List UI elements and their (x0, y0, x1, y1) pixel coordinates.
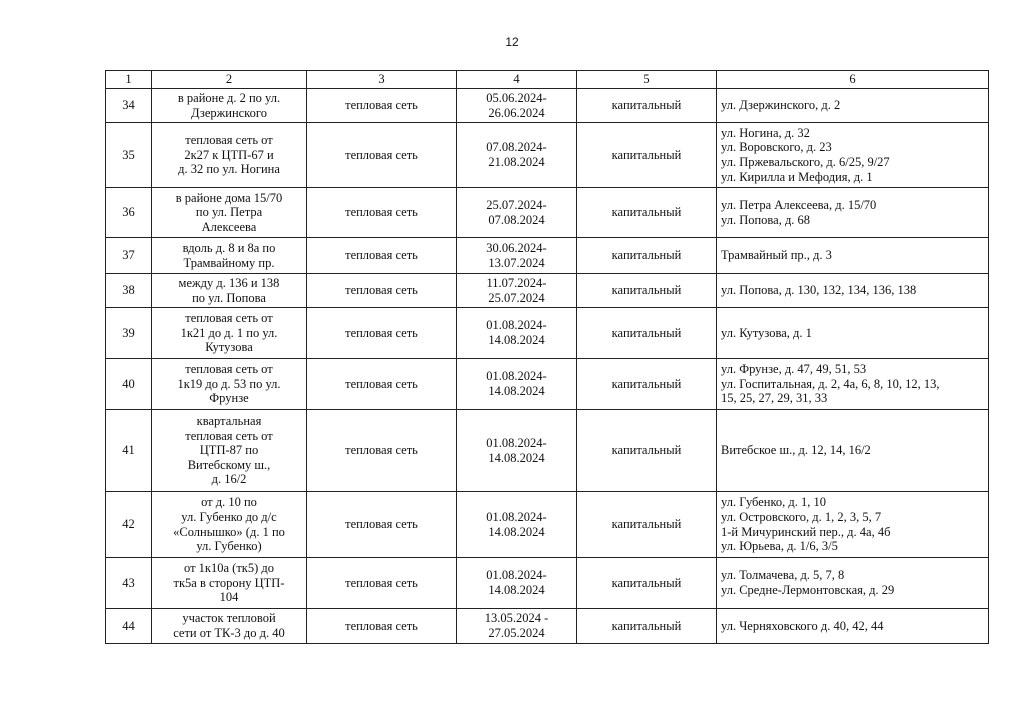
cell-line: 15, 25, 27, 29, 31, 33 (721, 391, 828, 406)
cell-line: 1к19 до д. 53 по ул. (177, 376, 281, 391)
object-cell: тепловая сеть (307, 89, 457, 123)
column-header: 1 (106, 71, 152, 89)
row-number-cell: 44 (106, 609, 152, 644)
cell-line: Трамвайному пр. (183, 255, 275, 270)
table-row (106, 188, 989, 238)
cell-line: ул. Фрунзе, д. 47, 49, 51, 53 (721, 362, 867, 377)
cell-line: Витебское ш., д. 12, 14, 16/2 (721, 443, 871, 458)
cell-line: 21.08.2024 (488, 155, 545, 169)
location-cell (152, 89, 307, 123)
cell-line: в районе дома 15/70 (175, 190, 283, 205)
table-row (106, 123, 989, 188)
object-cell: тепловая сеть (307, 238, 457, 274)
cell-line: 01.08.2024- (486, 369, 547, 384)
repair-type-cell: капитальный (577, 308, 717, 359)
dates-cell (457, 359, 577, 410)
repair-schedule-table (105, 70, 989, 644)
table-row (106, 238, 989, 274)
cell-line: от д. 10 по (201, 495, 257, 510)
row-number-cell: 35 (106, 123, 152, 188)
row-number-cell: 36 (106, 188, 152, 238)
addresses-cell (717, 123, 989, 188)
repair-type-cell: капитальный (577, 274, 717, 308)
table-row (106, 609, 989, 644)
repair-type-cell: капитальный (577, 359, 717, 410)
cell-line: д. 16/2 (211, 472, 247, 487)
object-cell: тепловая сеть (307, 123, 457, 188)
row-number-cell: 37 (106, 238, 152, 274)
cell-line: ул. Петра Алексеева, д. 15/70 (721, 197, 877, 212)
cell-line: квартальная (196, 414, 262, 429)
row-number-cell: 41 (106, 410, 152, 492)
location-cell (152, 359, 307, 410)
location-cell (152, 410, 307, 492)
cell-line: тепловая сеть от (185, 362, 273, 377)
location-cell (152, 238, 307, 274)
cell-line: 2к27 к ЦТП-67 и (184, 147, 274, 162)
cell-line: ЦТП-87 по (199, 443, 259, 458)
row-number-cell: 39 (106, 308, 152, 359)
cell-line: ул. Воровского, д. 23 (721, 140, 832, 155)
addresses-cell (717, 410, 989, 492)
cell-line: ул. Губенко до д/с (181, 509, 277, 524)
cell-line: «Солнышко» (д. 1 по (173, 524, 285, 539)
cell-line: ул. Черняховского д. 40, 42, 44 (721, 618, 884, 633)
dates-cell (457, 609, 577, 644)
addresses-cell (717, 238, 989, 274)
object-cell: тепловая сеть (307, 274, 457, 308)
column-header: 5 (577, 71, 717, 89)
cell-line: 07.08.2024- (486, 140, 547, 155)
cell-line: тепловая сеть от (185, 311, 273, 326)
cell-line: ул. Попова, д. 68 (721, 212, 811, 227)
cell-line: сети от ТК-3 до д. 40 (173, 626, 285, 640)
cell-line: 26.06.2024 (488, 105, 545, 120)
object-cell: тепловая сеть (307, 359, 457, 410)
cell-line: ул. Кутузова, д. 1 (721, 325, 812, 340)
cell-line: ул. Госпитальная, д. 2, 4а, 6, 8, 10, 12, 13, (721, 376, 940, 391)
cell-line: 27.05.2024 (488, 626, 545, 640)
cell-line: 13.05.2024 - (484, 611, 549, 626)
cell-line: участок тепловой (182, 611, 276, 626)
cell-line: Витебскому ш., (187, 457, 271, 472)
addresses-cell (717, 558, 989, 609)
cell-line: тепловая сеть от (185, 133, 273, 148)
location-cell (152, 123, 307, 188)
repair-type-cell: капитальный (577, 89, 717, 123)
cell-line: 25.07.2024 (488, 290, 545, 305)
cell-line: 14.08.2024 (488, 384, 545, 398)
cell-line: Алексеева (201, 219, 257, 234)
cell-line: Дзержинского (191, 105, 267, 120)
table-row (106, 410, 989, 492)
cell-line: в районе д. 2 по ул. (177, 90, 281, 105)
cell-line: 01.08.2024- (486, 435, 547, 450)
cell-line: 13.07.2024 (488, 255, 545, 270)
cell-line: тепловая сеть от (185, 428, 273, 443)
table-body (106, 89, 989, 644)
row-number-cell: 42 (106, 492, 152, 558)
cell-line: вдоль д. 8 и 8а по (182, 240, 276, 255)
table-row (106, 492, 989, 558)
cell-line: ул. Попова, д. 130, 132, 134, 136, 138 (721, 283, 917, 298)
repair-type-cell: капитальный (577, 558, 717, 609)
cell-line: Кутузова (205, 340, 253, 355)
addresses-cell (717, 492, 989, 558)
table-row (106, 308, 989, 359)
cell-line: ул. Пржевальского, д. 6/25, 9/27 (721, 155, 890, 169)
repair-type-cell: капитальный (577, 123, 717, 188)
dates-cell (457, 492, 577, 558)
repair-type-cell: капитальный (577, 492, 717, 558)
cell-line: ул. Губенко) (196, 539, 262, 554)
dates-cell (457, 123, 577, 188)
dates-cell (457, 410, 577, 492)
cell-line: 14.08.2024 (488, 583, 545, 597)
dates-cell (457, 274, 577, 308)
object-cell: тепловая сеть (307, 609, 457, 644)
repair-type-cell: капитальный (577, 609, 717, 644)
table-row (106, 558, 989, 609)
column-header: 4 (457, 71, 577, 89)
location-cell (152, 308, 307, 359)
row-number-cell: 43 (106, 558, 152, 609)
object-cell: тепловая сеть (307, 410, 457, 492)
cell-line: ул. Ногина, д. 32 (721, 125, 810, 140)
cell-line: ул. Толмачева, д. 5, 7, 8 (721, 568, 845, 583)
addresses-cell (717, 188, 989, 238)
cell-line: ул. Кирилла и Мефодия, д. 1 (721, 169, 873, 184)
cell-line: д. 32 по ул. Ногина (178, 162, 280, 177)
cell-line: ул. Островского, д. 1, 2, 3, 5, 7 (721, 509, 882, 524)
repair-type-cell: капитальный (577, 188, 717, 238)
location-cell (152, 609, 307, 644)
dates-cell (457, 238, 577, 274)
location-cell (152, 274, 307, 308)
cell-line: 01.08.2024- (486, 509, 547, 524)
cell-line: 11.07.2024- (486, 275, 547, 290)
location-cell (152, 188, 307, 238)
table-row (106, 89, 989, 123)
column-header: 2 (152, 71, 307, 89)
row-number-cell: 40 (106, 359, 152, 410)
repair-type-cell: капитальный (577, 410, 717, 492)
object-cell: тепловая сеть (307, 492, 457, 558)
cell-line: Трамвайный пр., д. 3 (721, 248, 832, 263)
column-header: 6 (717, 71, 989, 89)
location-cell (152, 558, 307, 609)
cell-line: 25.07.2024- (486, 197, 547, 212)
cell-line: по ул. Петра (195, 205, 263, 220)
cell-line: 30.06.2024- (486, 240, 547, 255)
cell-line: 14.08.2024 (488, 333, 545, 347)
table-row (106, 359, 989, 410)
cell-line: от 1к10а (тк5) до (183, 561, 274, 576)
repair-type-cell: капитальный (577, 238, 717, 274)
cell-line: ул. Губенко, д. 1, 10 (721, 495, 827, 510)
object-cell: тепловая сеть (307, 188, 457, 238)
cell-line: по ул. Попова (192, 290, 266, 305)
cell-line: 1-й Мичуринский пер., д. 4а, 4б (721, 524, 891, 539)
addresses-cell (717, 359, 989, 410)
addresses-cell (717, 308, 989, 359)
page-number: 12 (505, 35, 519, 49)
cell-line: 104 (219, 590, 239, 605)
cell-line: 05.06.2024- (486, 90, 547, 105)
addresses-cell (717, 274, 989, 308)
cell-line: между д. 136 и 138 (178, 275, 280, 290)
dates-cell (457, 558, 577, 609)
dates-cell (457, 308, 577, 359)
cell-line: ул. Дзержинского, д. 2 (721, 98, 841, 113)
cell-line: 01.08.2024- (486, 568, 547, 583)
location-cell (152, 492, 307, 558)
cell-line: 14.08.2024 (488, 524, 545, 539)
cell-line: Фрунзе (209, 391, 249, 406)
table-row (106, 274, 989, 308)
cell-line: 14.08.2024 (488, 450, 545, 465)
cell-line: ул. Юрьева, д. 1/6, 3/5 (721, 539, 838, 554)
cell-line: 1к21 до д. 1 по ул. (180, 325, 278, 340)
object-cell: тепловая сеть (307, 308, 457, 359)
cell-line: 01.08.2024- (486, 318, 547, 333)
row-number-cell: 34 (106, 89, 152, 123)
cell-line: ул. Средне-Лермонтовская, д. 29 (721, 583, 895, 597)
dates-cell (457, 89, 577, 123)
column-header: 3 (307, 71, 457, 89)
header-row (106, 71, 989, 89)
object-cell: тепловая сеть (307, 558, 457, 609)
cell-line: тк5а в сторону ЦТП- (173, 575, 285, 590)
cell-line: 07.08.2024 (488, 212, 545, 227)
addresses-cell (717, 609, 989, 644)
addresses-cell (717, 89, 989, 123)
row-number-cell: 38 (106, 274, 152, 308)
dates-cell (457, 188, 577, 238)
